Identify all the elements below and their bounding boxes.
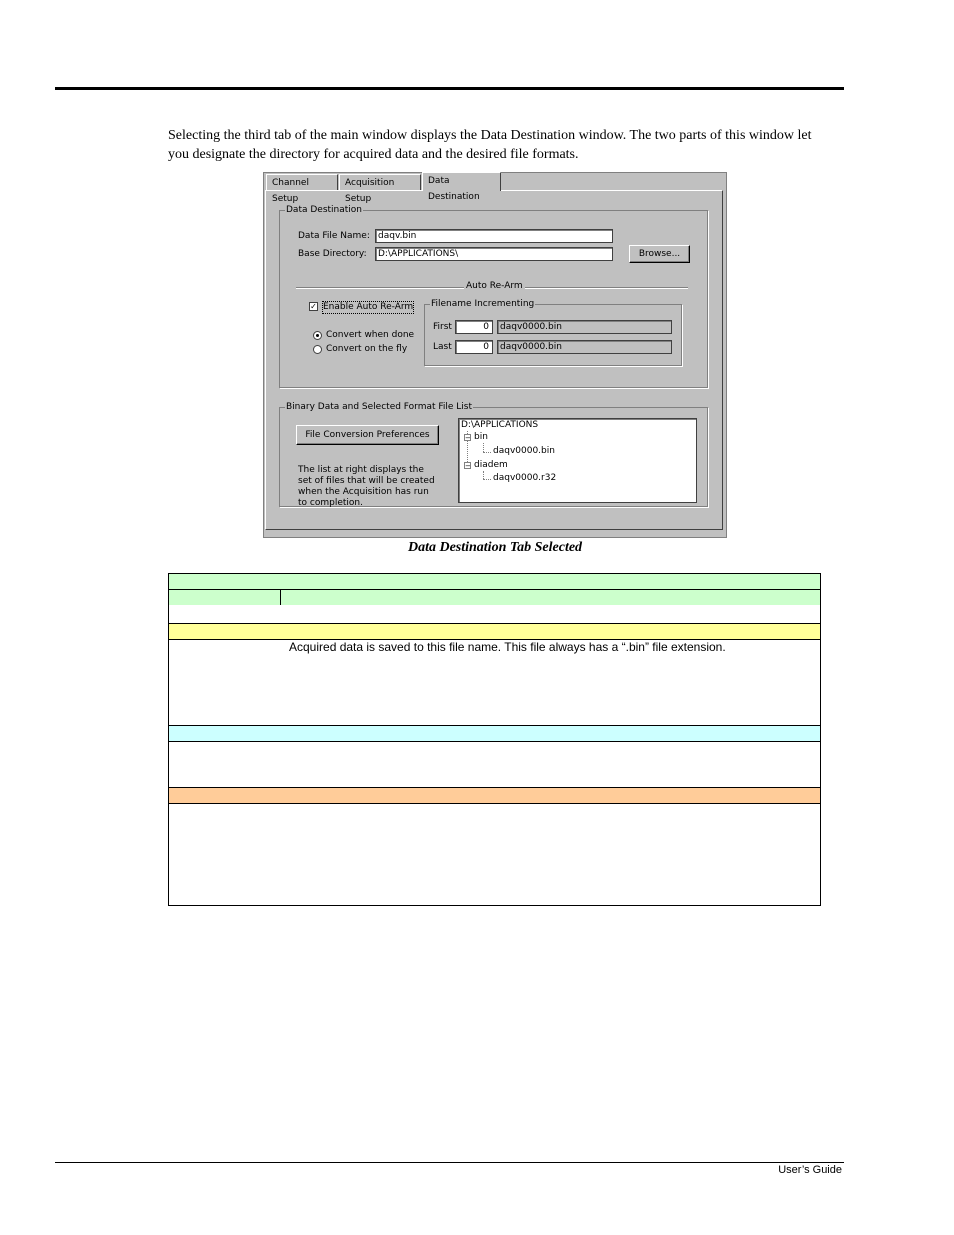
table-subheader-band <box>169 589 820 606</box>
auto-rearm-label: Auto Re-Arm <box>466 281 523 291</box>
tab-acquisition-setup[interactable]: Acquisition Setup <box>339 174 421 190</box>
convert-when-done-radio[interactable] <box>313 331 322 340</box>
first-label: First <box>433 322 452 332</box>
table-text-cell: Acquired data is saved to this file name. This file always has a “.bin” file extension. <box>289 640 726 654</box>
tree-folder-bin[interactable]: bin <box>474 432 488 442</box>
file-conversion-preferences-button[interactable]: File Conversion Preferences <box>296 425 439 445</box>
field-description-table <box>168 573 821 906</box>
table-orange-band <box>169 787 820 804</box>
group-label: Data Destination <box>286 205 362 215</box>
first-file-display: daqv0000.bin <box>497 320 672 334</box>
browse-button[interactable]: Browse... <box>629 245 690 263</box>
intro-paragraph: Selecting the third tab of the main window displays the Data Destination window. The two parts of this window let you designate the directory for acquired data and the desired file formats. <box>168 128 812 162</box>
table-header-band <box>169 573 820 590</box>
collapse-icon[interactable]: − <box>465 434 471 442</box>
file-name-label: Data File Name: <box>298 231 370 241</box>
data-destination-group <box>279 205 708 388</box>
base-directory-input[interactable]: D:\APPLICATIONS\ <box>375 247 613 261</box>
data-destination-dialog <box>263 172 727 538</box>
enable-auto-rearm-checkbox[interactable]: ✓ <box>310 302 317 311</box>
binary-data-group <box>279 402 708 508</box>
file-list-help-text: The list at right displays the set of files that will be created when the Acquisition has run to completion. <box>298 465 435 508</box>
first-input[interactable]: 0 <box>455 320 493 334</box>
tree-root[interactable]: D:\APPLICATIONS <box>461 420 539 430</box>
binary-data-label: Binary Data and Selected Format File List <box>286 402 473 412</box>
tree-file-bin[interactable]: daqv0000.bin <box>493 446 555 456</box>
last-input[interactable]: 0 <box>455 340 493 354</box>
tab-panel <box>265 190 723 530</box>
tree-file-r32[interactable]: daqv0000.r32 <box>493 473 557 483</box>
header-rule <box>55 87 844 90</box>
tree-folder-diadem[interactable]: diadem <box>474 460 508 470</box>
table-empty-row <box>169 605 820 624</box>
table-yellow-band <box>169 623 820 640</box>
last-file-display: daqv0000.bin <box>497 340 672 354</box>
collapse-icon[interactable]: − <box>465 462 471 470</box>
tab-channel-setup[interactable]: Channel Setup <box>266 174 338 190</box>
footer-text: User’s Guide <box>778 1164 842 1176</box>
base-directory-label: Base Directory: <box>298 249 367 259</box>
convert-on-fly-label[interactable]: Convert on the fly <box>326 344 408 354</box>
filename-incrementing-label: Filename Incrementing <box>431 299 535 309</box>
convert-on-fly-radio[interactable] <box>313 345 322 354</box>
table-cyan-band <box>169 725 820 742</box>
enable-auto-rearm-label[interactable]: Enable Auto Re-Arm <box>323 302 414 312</box>
figure-caption: Data Destination Tab Selected <box>407 540 583 555</box>
tab-data-destination[interactable]: Data Destination <box>422 172 501 191</box>
filename-incrementing-group <box>424 299 682 366</box>
file-list-tree[interactable] <box>458 418 697 503</box>
last-label: Last <box>433 342 452 352</box>
file-name-input[interactable]: daqv.bin <box>375 229 613 243</box>
footer-rule <box>55 1162 844 1163</box>
convert-when-done-label[interactable]: Convert when done <box>326 330 415 340</box>
